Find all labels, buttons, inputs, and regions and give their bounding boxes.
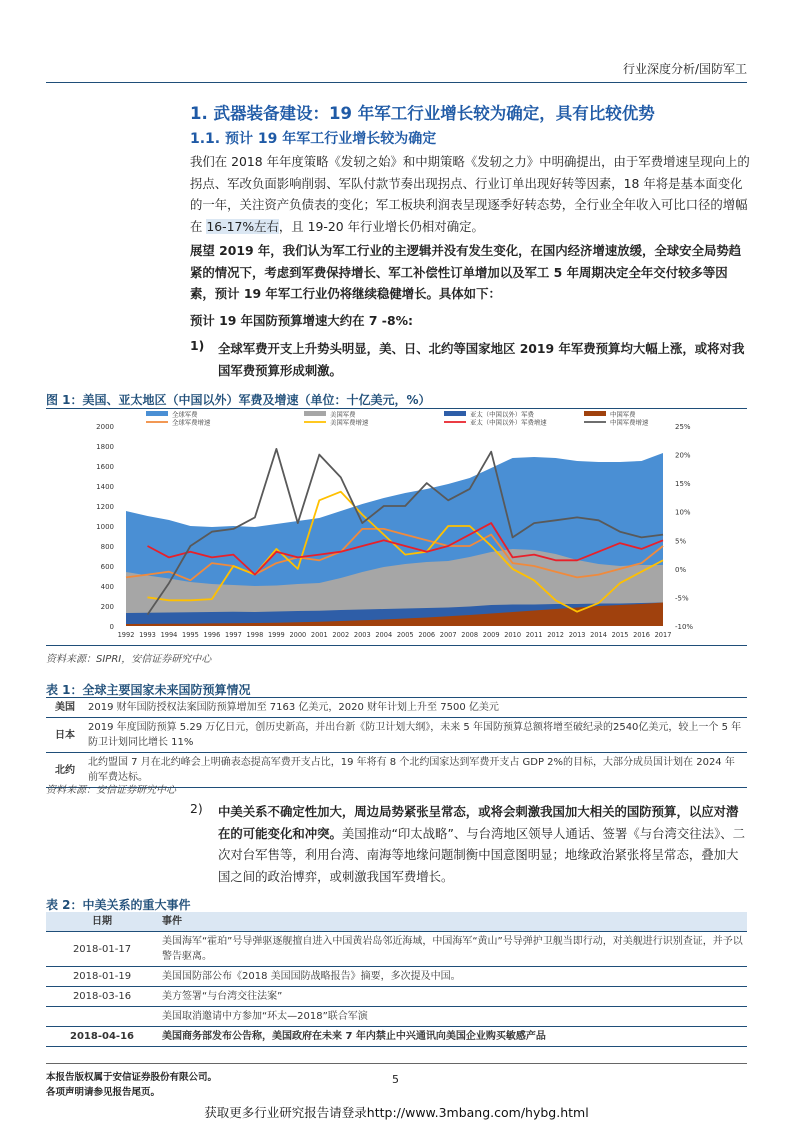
list-item-2-number: 2) (190, 801, 203, 816)
list-item-1 (190, 338, 750, 382)
x-tick-label: 2002 (332, 631, 350, 639)
x-tick-label: 2013 (568, 631, 586, 639)
table-2-row (46, 1027, 747, 1047)
table-2-header-row (46, 912, 747, 932)
list-item-2-text (218, 801, 750, 887)
table-2-title: 表 2：中美关系的重大事件 (46, 898, 191, 912)
figure-1-title: 图 1：美国、亚太地区（中国以外）军费及增速（单位：十亿美元，%） (46, 393, 431, 407)
header-divider (46, 82, 747, 83)
table-1-row (46, 698, 747, 718)
section-title: 1. 武器装备建设：19 年军工行业增长较为确定，具有比较优势 (190, 104, 655, 123)
x-tick-label: 2007 (439, 631, 457, 639)
table-2-row (46, 1007, 747, 1027)
legend-label: 美国军费增速 (330, 418, 369, 427)
legend-label: 亚太（中国以外）军费增速 (470, 418, 547, 427)
table-2 (46, 912, 747, 1047)
table-1-country: 北约 (46, 753, 84, 788)
table-1-row (46, 718, 747, 753)
figure-1-bottom-rule (46, 645, 747, 646)
table-2-date: 2018-01-19 (46, 967, 158, 987)
page-number: 5 (392, 1073, 399, 1086)
table-1 (46, 698, 747, 788)
list-item-1-number: 1) (190, 338, 205, 353)
table-2-row (46, 967, 747, 987)
y-right-tick-label: 25% (675, 423, 691, 431)
paragraph-1-highlight: 16-17%左右 (206, 218, 279, 234)
table-1-country: 美国 (46, 698, 84, 718)
website-link[interactable]: 获取更多行业研究报告请登录http://www.3mbang.com/hybg.html (204, 1105, 589, 1120)
table-1-title: 表 1：全球主要国家未来国防预算情况 (46, 683, 251, 697)
table-2-header-event: 事件 (158, 912, 747, 932)
table-2-event: 美方签署“与台湾交往法案” (158, 987, 747, 1007)
y-right-tick-label: 5% (675, 537, 687, 546)
table-2-header-date: 日期 (46, 912, 158, 932)
list-item-2-bold: 中美关系不确定性加大，周边局势紧张呈常态，或将会刺激我国加大相关的国防预算，以应对潜在的可能变化和冲突。 (218, 804, 739, 841)
legend-label: 中国军费 (610, 410, 636, 419)
table-1-source: 资料来源：安信证券研究中心 (46, 785, 176, 796)
y-right-tick-label: 15% (675, 480, 691, 489)
x-tick-label: 1997 (225, 631, 242, 639)
x-tick-label: 1993 (139, 631, 156, 639)
x-tick-label: 2010 (504, 631, 522, 639)
list-item-2 (190, 801, 750, 889)
x-tick-label: 2017 (654, 631, 672, 639)
x-tick-label: 2005 (396, 631, 414, 639)
paragraph-3: 预计 19 年国防预算增速大约在 7 -8%: (190, 313, 413, 328)
legend-label: 中国军费增速 (610, 418, 649, 427)
x-tick-label: 2003 (353, 631, 371, 639)
x-tick-label: 2000 (289, 631, 307, 639)
table-1-text: 2019 年度国防预算 5.29 万亿日元，创历史新高，并出台新《防卫计划大纲》，未来 5 年国防预算总额将增至破纪录的2540亿美元，较上一个 5 年防卫计划同比增长 11% (84, 718, 747, 753)
table-2-event: 美国商务部发布公告称，美国政府在未来 7 年内禁止中兴通讯向美国企业购买敏感产品 (158, 1027, 747, 1047)
table-1-text: 北约盟国 7 月在北约峰会上明确表态提高军费开支占比，19 年将有 8 个北约国家达到军费开支占 GDP 2%的目标，大部分成员国计划在 2024 年前军费达标。 (84, 753, 747, 788)
legend-label: 全球军费 (172, 410, 198, 419)
y-right-tick-label: 0% (675, 565, 687, 574)
list-item-1-text: 全球军费开支上升势头明显，美、日、北约等国家地区 2019 年军费预算均大幅上涨，或将对我国军费预算形成刺激。 (218, 341, 745, 378)
y-left-tick-label: 1400 (96, 483, 114, 491)
legend-label: 全球军费增速 (172, 418, 211, 427)
y-right-tick-label: -10% (675, 623, 694, 631)
list-item-2-rest: 美国推动“印太战略”、与台湾地区领导人通话、签署《与台湾交往法》、二次对台军售等，利用台湾、南海等地缘问题制衡中国意图明显；地缘政治紧张将呈常态，叠加大国之间的政治博弈，或刺激我国军费增长。 (218, 825, 746, 884)
section-subtitle: 1.1. 预计 19 年军工行业增长较为确定 (190, 131, 437, 147)
y-right-tick-label: 10% (675, 508, 691, 517)
x-tick-label: 2009 (482, 631, 500, 639)
table-2-row (46, 932, 747, 967)
x-tick-label: 1996 (203, 631, 221, 639)
x-tick-label: 2008 (461, 631, 479, 639)
y-right-tick-label: 20% (675, 451, 691, 460)
paragraph-2: 展望 2019 年，我们认为军工行业的主逻辑并没有发生变化，在国内经济增速放缓，全球安全局势趋紧的情况下，考虑到军费保持增长、军工补偿性订单增加以及军工 5 年周期决定全年交付较多等因素，预计 19 年军工行业仍将继续稳健增长。具体如下： (190, 243, 742, 301)
legend-swatch (146, 411, 168, 416)
x-tick-label: 2016 (633, 631, 650, 639)
x-tick-label: 1995 (182, 631, 199, 639)
legend-swatch (584, 411, 606, 416)
y-left-tick-label: 800 (100, 543, 114, 551)
paragraph-1 (190, 151, 750, 237)
y-left-tick-label: 1200 (96, 503, 114, 511)
table-2-date (46, 1007, 158, 1027)
y-left-tick-label: 600 (100, 563, 114, 571)
y-left-tick-label: 1800 (96, 443, 114, 451)
legend-swatch (444, 411, 466, 416)
military-spending-chart (46, 410, 747, 645)
x-tick-label: 2015 (611, 631, 629, 639)
table-1-country: 日本 (46, 718, 84, 753)
x-tick-label: 2014 (590, 631, 607, 639)
y-left-tick-label: 1000 (96, 523, 114, 531)
table-2-date: 2018-03-16 (46, 987, 158, 1007)
y-left-tick-label: 200 (100, 603, 114, 611)
x-tick-label: 2004 (375, 631, 393, 639)
footer-divider (46, 1063, 747, 1064)
y-left-tick-label: 1600 (96, 463, 114, 471)
x-tick-label: 2001 (310, 631, 328, 639)
x-tick-label: 1999 (267, 631, 285, 639)
x-tick-label: 2006 (418, 631, 436, 639)
table-2-event: 美国国防部公布《2018 美国国防战略报告》摘要，多次提及中国。 (158, 967, 747, 987)
legend-label: 亚太（中国以外）军费 (470, 410, 534, 419)
y-left-tick-label: 0 (109, 623, 114, 631)
paragraph-1-text-a: 我们在 2018 年年度策略《发轫之始》和中期策略《发轫之力》中明确提出，由于军费增速呈现向上的拐点、军改负面影响削弱、军队付款节奏出现拐点、行业订单出现好转等因素，18 年将是基本面变化的一年，关注资产负债表的变化；军工板块利润表呈现逐季好转态势，全行业全年收入可比口径的增幅在 (190, 154, 750, 234)
table-1-text: 2019 财年国防授权法案国防预算增加至 7163 亿美元，2020 财年计划上升至 7500 亿美元 (84, 698, 747, 718)
x-tick-label: 1992 (117, 631, 135, 639)
table-2-event: 美国海军“霍珀”号导弹驱逐舰擅自进入中国黄岩岛邻近海域，中国海军“黄山”号导弹护卫舰当即行动，对美舰进行识别查证，并予以警告驱离。 (158, 932, 747, 967)
y-right-tick-label: -5% (675, 594, 689, 603)
table-2-row (46, 987, 747, 1007)
paragraph-1-text-b: ，且 19-20 年行业增长仍相对确定。 (278, 218, 484, 234)
footer-disclaimer: 各项声明请参见报告尾页。 (46, 1087, 161, 1098)
x-tick-label: 2011 (525, 631, 543, 639)
footer-copyright: 本报告版权属于安信证券股份有限公司。 (46, 1072, 218, 1083)
figure-1-source: 资料来源：SIPRI，安信证券研究中心 (46, 654, 212, 665)
figure-1-top-rule (46, 408, 747, 409)
x-tick-label: 1998 (246, 631, 264, 639)
y-left-tick-label: 400 (100, 583, 114, 591)
table-2-date: 2018-04-16 (46, 1027, 158, 1047)
legend-label: 美国军费 (330, 410, 356, 419)
x-tick-label: 2012 (547, 631, 564, 639)
report-category: 行业深度分析/国防军工 (622, 62, 747, 76)
table-2-date: 2018-01-17 (46, 932, 158, 967)
y-left-tick-label: 2000 (96, 423, 114, 431)
table-2-event: 美国取消邀请中方参加“环太—2018”联合军演 (158, 1007, 747, 1027)
legend-swatch (304, 411, 326, 416)
x-tick-label: 1994 (160, 631, 178, 639)
